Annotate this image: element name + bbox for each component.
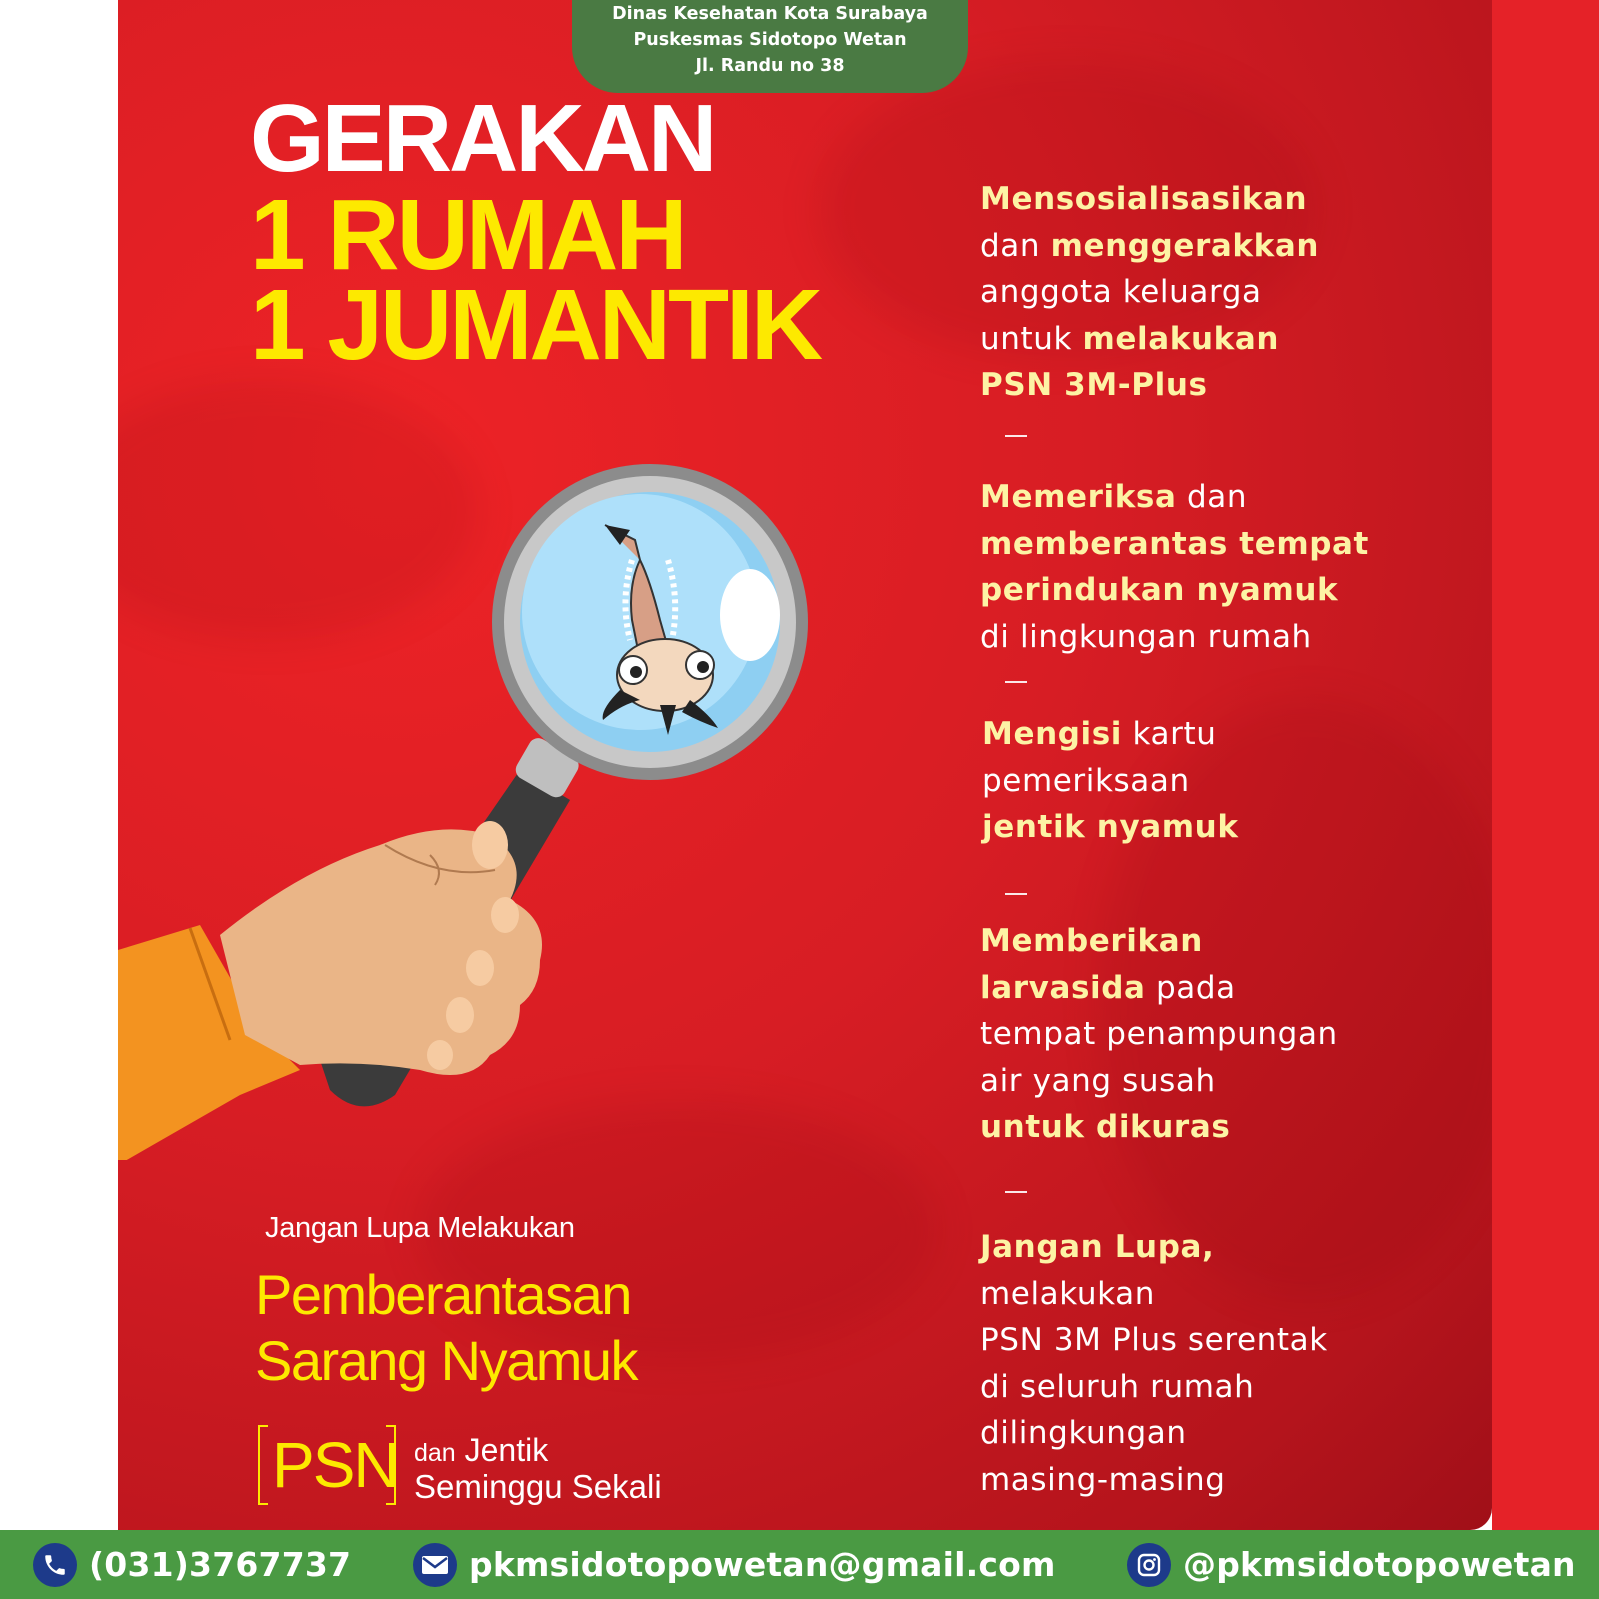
email-address: pkmsidotopowetan@gmail.com [469,1545,1056,1584]
point-3-text-b: kartu [1122,716,1217,752]
point-5-text-d: di seluruh rumah [980,1368,1255,1405]
header-clinic: Puskesmas Sidotopo Wetan [633,30,907,50]
point-1-bold-f: melakukan [1082,320,1280,357]
point-2-bold-d: perindukan nyamuk [980,572,1339,608]
point-4-text-d: tempat penampungan [980,1016,1338,1052]
divider-dash [1005,435,1027,437]
phone-number: (031)3767737 [89,1545,352,1584]
mail-icon [413,1543,457,1587]
point-5-text-c: PSN 3M Plus serentak [980,1322,1328,1358]
bracket-right [386,1425,396,1505]
point-4-text-c: pada [1145,969,1236,1006]
psn-acronym: PSN [272,1429,398,1501]
divider-dash [1005,681,1027,683]
point-5-bold-a: Jangan Lupa, [980,1229,1215,1265]
footer-bar [0,1530,1599,1599]
dan-text: dan [414,1439,456,1467]
point-1-bold-a: Mensosialisasikan [980,181,1308,217]
reminder-text: Jangan Lupa Melakukan [265,1212,575,1244]
psn-subtext-1 [414,1432,548,1469]
footer-instagram[interactable] [1127,1530,1576,1599]
campaign-line-1: Pemberantasan [255,1263,631,1326]
jentik-text: Jentik [455,1432,549,1468]
instagram-icon [1127,1543,1171,1587]
instagram-handle: @pkmsidotopowetan [1183,1545,1576,1584]
point-2-text-e: di lingkungan rumah [980,618,1312,655]
point-card [982,711,1239,851]
right-border-strip [1492,0,1599,1530]
point-5-text-e: dilingkungan [980,1415,1187,1451]
title-rumah: 1 RUMAH [250,179,685,291]
point-4-text-e: air yang susah [980,1062,1216,1099]
point-1-text-d: anggota keluarga [980,274,1262,310]
point-larvicide [980,918,1338,1151]
title-jumantik: 1 JUMANTIK [250,269,821,381]
magnifier-illustration [118,460,818,1160]
point-2-text-b: dan [1176,479,1248,515]
bracket-left [258,1425,268,1505]
point-socialize [980,176,1319,409]
header-agency: Dinas Kesehatan Kota Surabaya [612,4,928,24]
point-1-bold-c: menggerakkan [1050,227,1320,264]
point-inspect [980,474,1369,660]
footer-phone[interactable] [33,1530,351,1599]
psn-subtext-2: Seminggu Sekali [414,1468,662,1505]
header-address: Jl. Randu no 38 [695,56,845,76]
point-4-bold-f: untuk dikuras [980,1109,1231,1145]
point-1-text-e: untuk [980,320,1083,357]
footer-email[interactable] [413,1530,1056,1599]
point-3-bold-a: Mengisi [982,716,1123,752]
point-1-text-b: dan [980,227,1051,264]
point-5-text-f: masing-masing [980,1461,1226,1498]
point-2-bold-a: Memeriksa [980,479,1177,515]
point-2-bold-c: memberantas tempat [980,525,1369,562]
phone-icon [33,1543,77,1587]
point-1-bold-g: PSN 3M-Plus [980,367,1208,403]
point-4-bold-a: Memberikan [980,923,1203,959]
point-5-text-b: melakukan [980,1275,1155,1312]
header-address-tab [572,0,968,93]
point-4-bold-b: larvasida [980,969,1146,1006]
divider-dash [1005,893,1027,895]
point-reminder [980,1224,1328,1503]
divider-dash [1005,1191,1027,1193]
point-3-bold-d: jentik nyamuk [982,809,1239,845]
point-3-text-c: pemeriksaan [982,762,1190,799]
title-gerakan: GERAKAN [250,85,715,192]
campaign-line-2: Sarang Nyamuk [255,1329,638,1392]
